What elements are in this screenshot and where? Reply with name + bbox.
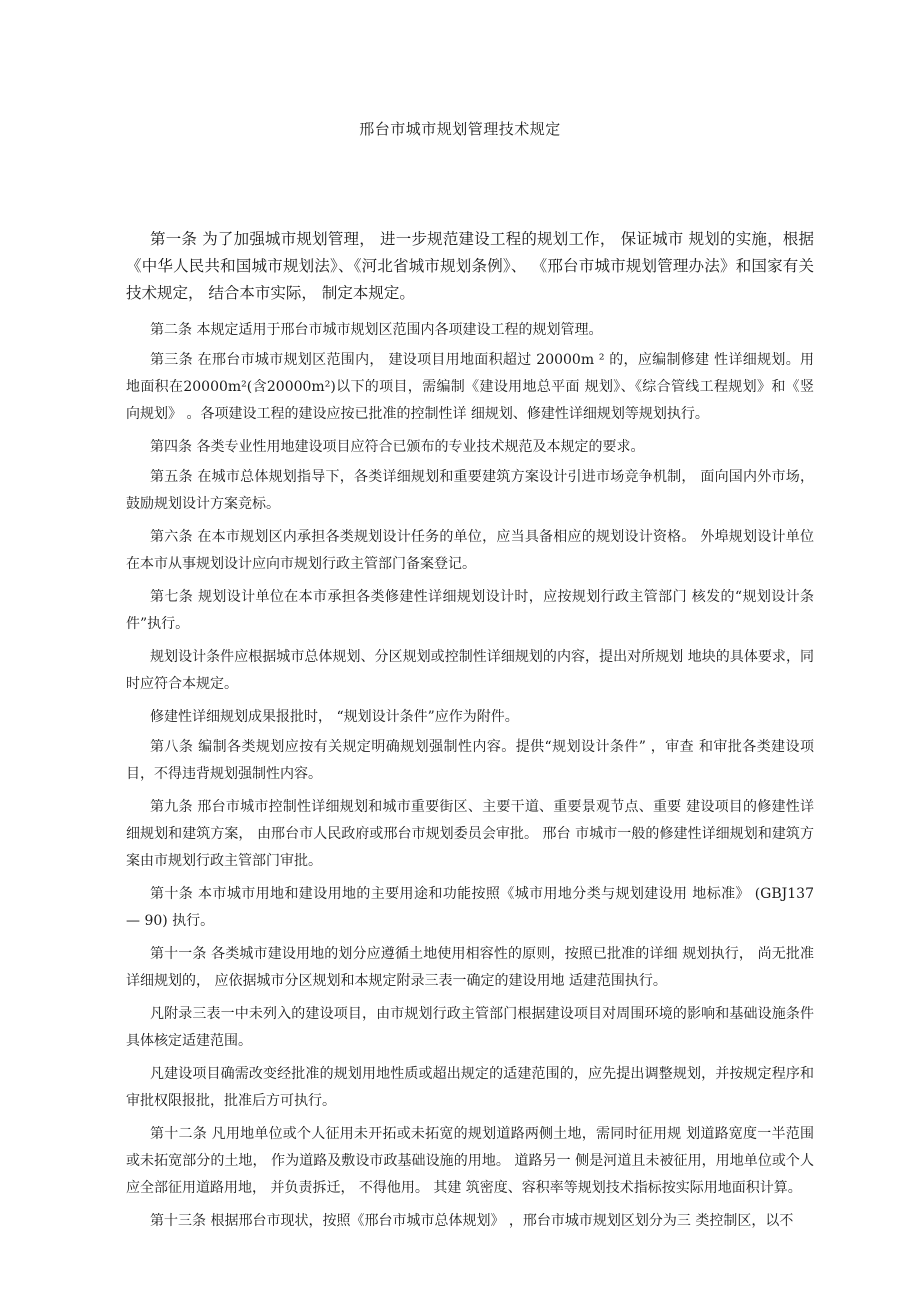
document-body	[126, 317, 814, 1241]
document-title: 邢台市城市规划管理技术规定	[359, 120, 561, 138]
article-1-paragraph: 第一条 为了加强城市规划管理， 进一步规范建设工程的规划工作， 保证城市 规划的实施，根据《中华人民共和国城市规划法》、《河北省城市规划条例》、 《邢台市城市规划管理办法》和国家有关技术规定， 结合本市实际， 制定本规定。	[126, 229, 814, 302]
article-7-submission-paragraph: 修建性详细规划成果报批时， “规划设计条件”应作为附件。	[150, 709, 519, 725]
article-7-paragraph: 第七条 规划设计单位在本市承担各类修建性详细规划设计时，应按规划行政主管部门 核发的“规划设计条件”执行。	[126, 589, 814, 632]
article-11-unlisted-projects-paragraph: 凡附录三表一中未列入的建设项目，由市规划行政主管部门根据建设项目对周围环境的影响和基础设施条件具体核定适建范围。	[126, 1006, 814, 1049]
article-10-paragraph: 第十条 本市城市用地和建设用地的主要用途和功能按照《城市用地分类与规划建设用 地标准》 (GBJ137 — 90) 执行。	[126, 886, 814, 929]
article-12-paragraph: 第十二条 凡用地单位或个人征用未开拓或未拓宽的规划道路两侧土地，需同时征用规 划道路宽度一半范围或未拓宽部分的土地， 作为道路及敷设市政基础设施的用地。 道路另一 侧是河道且未被征用，用地单位或个人应全部征用道路用地， 并负责拆迁， 不得他用。 其建 筑密度、容积率等规划技术指标按实际用地面积计算。	[126, 1126, 814, 1196]
article-13-paragraph: 第十三条 根据邢台市现状，按照《邢台市城市总体规划》 ，邢台市城市规划区划分为三 类控制区，以不	[150, 1213, 794, 1229]
article-4-paragraph: 第四条 各类专业性用地建设项目应符合已颁布的专业技术规范及本规定的要求。	[150, 439, 645, 455]
article-3-paragraph: 第三条 在邢台市城市规划区范围内， 建设项目用地面积超过 20000m ² 的，应编制修建 性详细规划。用地面积在20000m²(含20000m²)以下的项目，需编制《建设用地总平面 规划》、《综合管线工程规划》和《竖向规划》 。各项建设工程的建设应按已批准的控制性详 细规划、修建性详细规划等规划执行。	[126, 352, 814, 422]
article-9-paragraph: 第九条 邢台市城市控制性详细规划和城市重要街区、主要干道、重要景观节点、重要 建设项目的修建性详细规划和建筑方案， 由邢台市人民政府或邢台市规划委员会审批。 邢台 市城市一般的修建性详细规划和建筑方案由市规划行政主管部门审批。	[126, 799, 814, 869]
article-5-paragraph: 第五条 在城市总体规划指导下，各类详细规划和重要建筑方案设计引进市场竞争机制， 面向国内外市场，鼓励规划设计方案竞标。	[126, 469, 814, 512]
article-11-change-use-paragraph: 凡建设项目确需改变经批准的规划用地性质或超出规定的适建范围的，应先提出调整规划，并按规定程序和审批权限报批，批准后方可执行。	[126, 1066, 814, 1109]
article-7-design-conditions-paragraph: 规划设计条件应根据城市总体规划、分区规划或控制性详细规划的内容，提出对所规划 地块的具体要求，同时应符合本规定。	[126, 649, 814, 692]
article-6-paragraph: 第六条 在本市规划区内承担各类规划设计任务的单位，应当具备相应的规划设计资格。 外埠规划设计单位在本市从事规划设计应向市规划行政主管部门备案登记。	[126, 529, 814, 572]
article-8-paragraph: 第八条 编制各类规划应按有关规定明确规划强制性内容。提供“规划设计条件” ，审查 和审批各类建设项目，不得违背规划强制性内容。	[126, 739, 814, 782]
article-2-paragraph: 第二条 本规定适用于邢台市城市规划区范围内各项建设工程的规划管理。	[150, 322, 603, 338]
article-11-paragraph: 第十一条 各类城市建设用地的划分应遵循土地使用相容性的原则，按照已批准的详细 规划执行， 尚无批准详细规划的， 应依据城市分区规划和本规定附录三表一确定的建设用地 适建范围执行。	[126, 946, 814, 989]
